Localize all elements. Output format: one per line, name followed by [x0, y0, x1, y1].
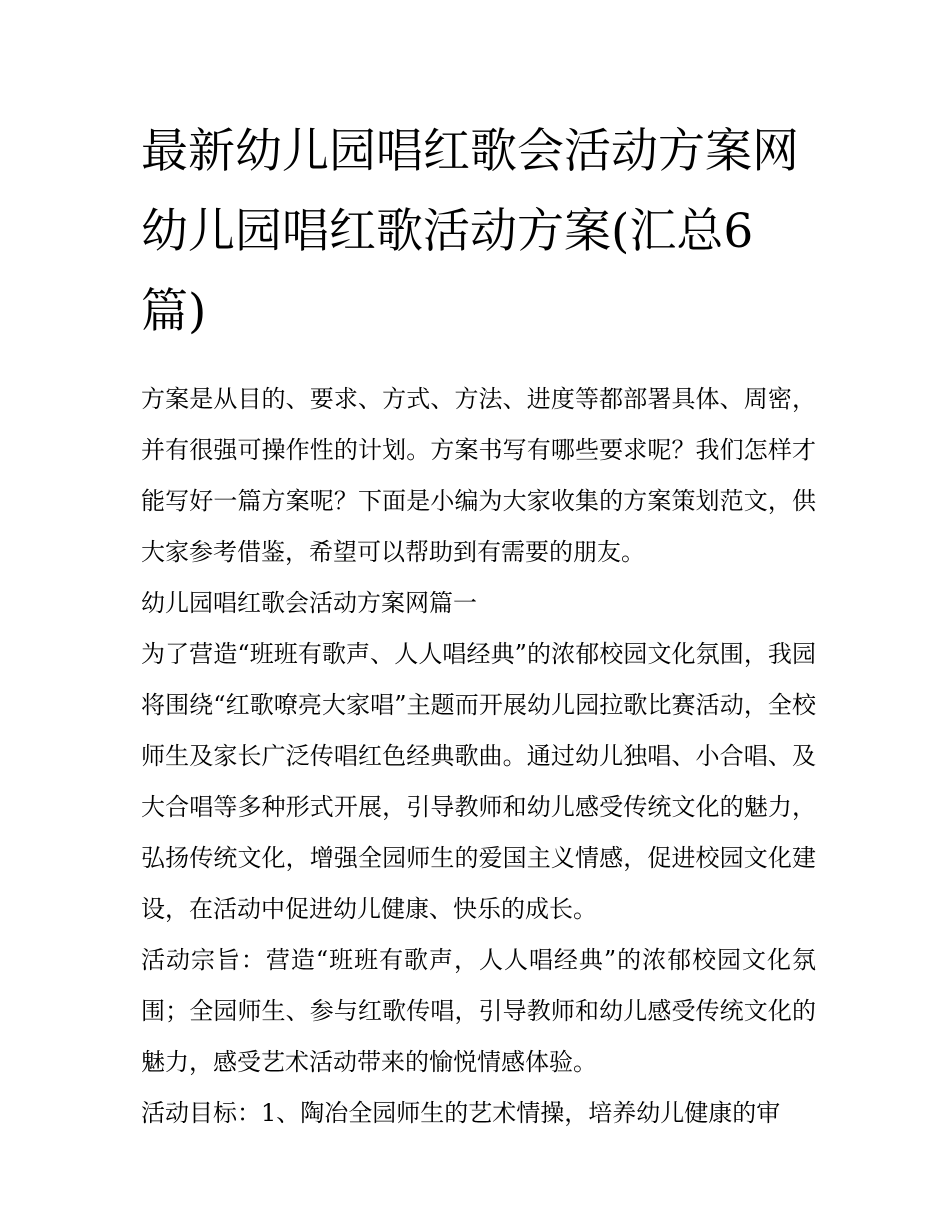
document-body: [141, 374, 821, 1139]
activity-purpose-paragraph: 活动宗旨：营造“班班有歌声，人人唱经典”的浓郁校园文化氛围；全园师生、参与红歌传唱，引导教师和幼儿感受传统文化的魅力，感受艺术活动带来的愉悦情感体验。: [141, 946, 816, 1076]
document-title: 最新幼儿园唱红歌会活动方案网 幼儿园唱红歌活动方案(汇总6篇): [141, 124, 799, 339]
intro-paragraph: 方案是从目的、要求、方式、方法、进度等都部署具体、周密，并有很强可操作性的计划。方案书写有哪些要求呢？我们怎样才能写好一篇方案呢？下面是小编为大家收集的方案策划范文，供大家参考借鉴，希望可以帮助到有需要的朋友。: [141, 385, 816, 566]
document-content: [141, 112, 821, 1139]
section-heading: 幼儿园唱红歌会活动方案网篇一: [141, 589, 477, 617]
body-paragraph: 为了营造“班班有歌声、人人唱经典”的浓郁校园文化氛围，我园将围绕“红歌嘹亮大家唱”主题而开展幼儿园拉歌比赛活动，全校师生及家长广泛传唱红色经典歌曲。通过幼儿独唱、小合唱、及大合唱等多种形式开展，引导教师和幼儿感受传统文化的魅力，弘扬传统文化，增强全园师生的爱国主义情感，促进校园文化建设，在活动中促进幼儿健康、快乐的成长。: [141, 640, 816, 923]
activity-goals-paragraph: 活动目标：1、陶冶全园师生的艺术情操，培养幼儿健康的审: [141, 1099, 781, 1127]
